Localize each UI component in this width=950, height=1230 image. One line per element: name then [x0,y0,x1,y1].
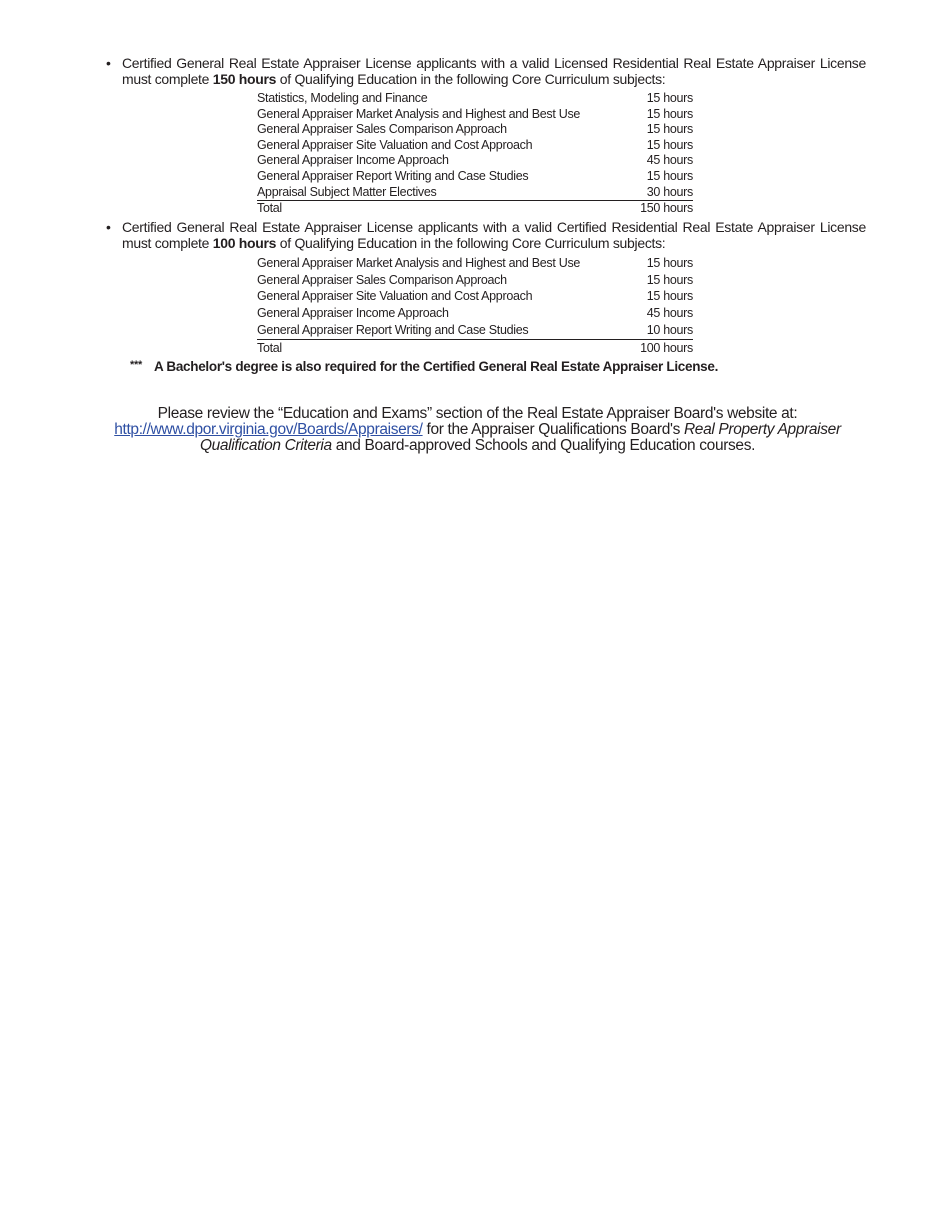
table-row: General Appraiser Site Valuation and Cost Approach 15 hours [257,289,693,304]
table-row: General Appraiser Site Valuation and Cost Approach 15 hours [257,137,693,152]
table-row: Appraisal Subject Matter Electives 30 hours [257,185,693,202]
note-asterisks: *** [130,359,142,371]
curriculum-table-150 [257,91,693,217]
table-row: General Appraiser Market Analysis and Highest and Best Use 15 hours [257,106,693,121]
requirement-text: Certified General Real Estate Appraiser License applicants with a valid Licensed Residential Real Estate Appraiser License must complete 150 hours of Qualifying Education in the following Core Curriculum subjects: [122,55,866,87]
requirement-text: Certified General Real Estate Appraiser License applicants with a valid Certified Residential Real Estate Appraiser License must complete 100 hours of Qualifying Education in the following Core Curriculum subjects: [122,219,866,251]
curriculum-table-100 [257,255,693,356]
bachelor-degree-note: *** A Bachelor's degree is also required for the Certified General Real Estate Appraiser License. [130,359,719,374]
table-row: General Appraiser Report Writing and Case Studies 10 hours [257,322,693,340]
board-website-link[interactable]: http://www.dpor.virginia.gov/Boards/Appraisers/ [114,421,423,438]
hours-emphasis: 150 hours [212,70,277,87]
hours-emphasis: 100 hours [212,234,277,251]
bullet-icon: • [106,55,111,71]
table-row: General Appraiser Sales Comparison Approach 15 hours [257,122,693,137]
total-row: Total 100 hours [257,340,693,355]
table-row: General Appraiser Market Analysis and Highest and Best Use 15 hours [257,256,693,270]
table-row: Statistics, Modeling and Finance 15 hours [257,91,693,105]
table-row: General Appraiser Report Writing and Case Studies 15 hours [257,168,693,183]
table-row: General Appraiser Sales Comparison Approach 15 hours [257,272,693,287]
bullet-icon: • [106,219,111,235]
review-paragraph: Please review the “Education and Exams” section of the Real Estate Appraiser Board's website at: http://www.dpor.virginia.gov/Boards/Appraisers/ for the Appraiser Qualifications Board's Real Property Appraiser Qualification Criteria and Board-approved Schools and Qualifying Education courses. [114,405,841,454]
table-row: General Appraiser Income Approach 45 hours [257,306,693,321]
requirement-certified-residential [106,220,866,251]
requirement-licensed-residential [106,56,866,87]
total-row: Total 150 hours [257,201,693,216]
table-row: General Appraiser Income Approach 45 hours [257,153,693,168]
criteria-title: Real Property Appraiser Qualification Criteria [199,421,841,454]
